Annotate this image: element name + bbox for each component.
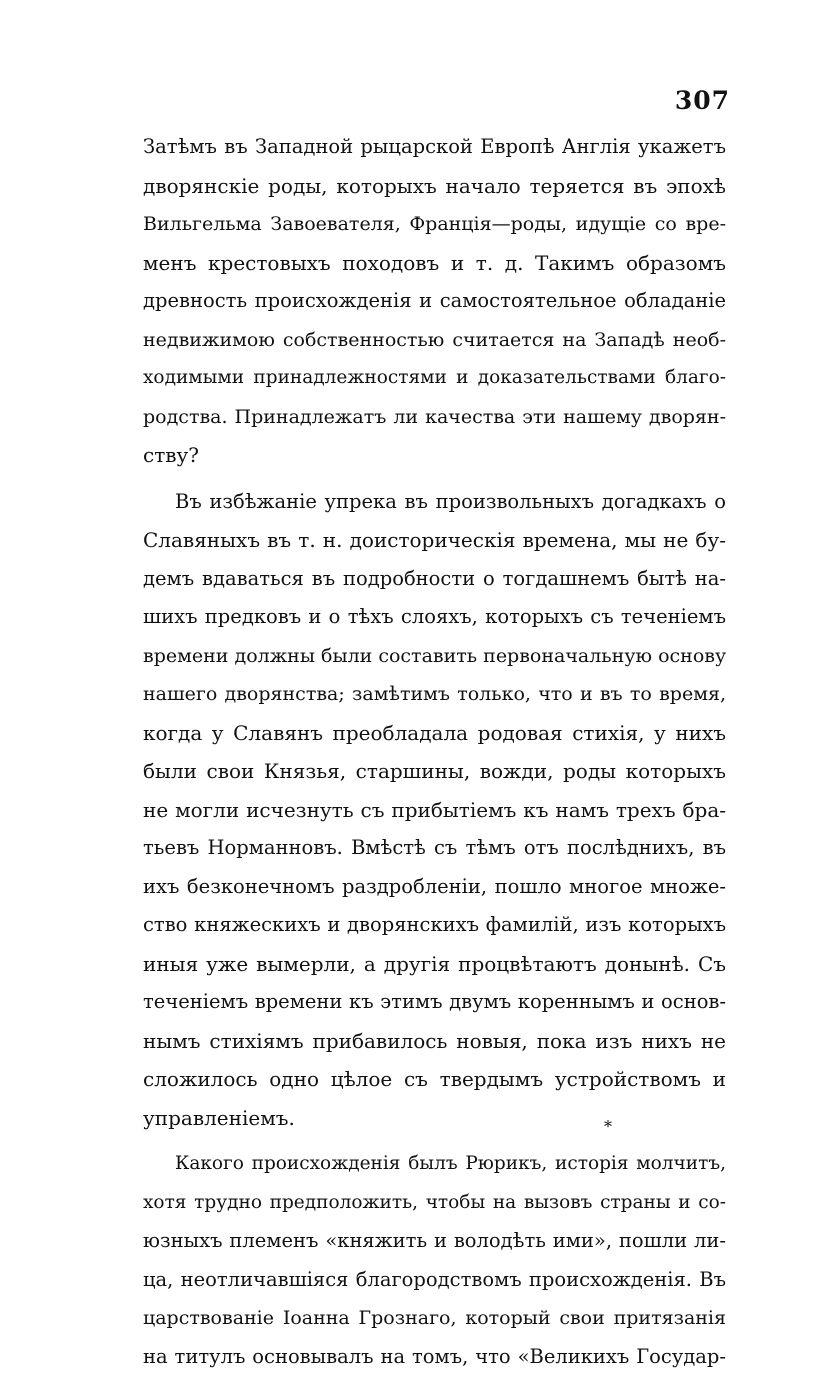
text-line: ходимыми принадлежностями и доказательствами благо- <box>143 359 726 398</box>
text-line: шихъ предковъ и о тѣхъ слояхъ, которыхъ съ теченіемъ <box>143 598 726 637</box>
paragraph-2 <box>143 483 726 1138</box>
footnote-mark: * <box>604 1117 612 1136</box>
text-line: ству? <box>143 436 726 475</box>
text-line: Въ избѣжаніе упрека въ произвольныхъ догадкахъ о <box>143 483 726 522</box>
text-line: были свои Князья, старшины, вожди, роды которыхъ <box>143 752 726 791</box>
text-line: сложилось одно цѣлое съ твердымъ устройствомъ и <box>143 1060 726 1099</box>
text-line: древность происхожденія и самостоятельное обладаніе <box>143 282 726 321</box>
text-line: демъ вдаваться въ подробности о тогдашнемъ бытѣ на- <box>143 560 726 599</box>
paragraph-1 <box>143 128 726 475</box>
text-line: менъ крестовыхъ походовъ и т. д. Такимъ образомъ <box>143 244 726 283</box>
body-text <box>143 128 726 1376</box>
text-line: когда у Славянъ преобладала родовая стихія, у нихъ <box>143 714 726 753</box>
text-line: царствованіе Іоанна Грознаго, который свои притязанія <box>143 1299 726 1338</box>
text-line: нашего дворянства; замѣтимъ только, что и въ то время, <box>143 675 726 714</box>
text-line: управленіемъ. <box>143 1099 726 1138</box>
text-line: времени должны были составить первоначальную основу <box>143 637 726 676</box>
text-line: ство княжескихъ и дворянскихъ фамилій, изъ которыхъ <box>143 906 726 945</box>
text-line: родства. Принадлежатъ ли качества эти нашему дворян- <box>143 398 726 437</box>
text-line: хотя трудно предположить, чтобы на вызовъ страны и со- <box>143 1184 726 1223</box>
text-line: ца, неотличавшіяся благородствомъ происхожденія. Въ <box>143 1261 726 1300</box>
text-line: Какого происхожденія былъ Рюрикъ, исторія молчитъ, <box>143 1145 726 1184</box>
text-line: теченіемъ времени къ этимъ двумъ кореннымъ и основ- <box>143 983 726 1022</box>
text-line: Вильгельма Завоевателя, Франція—роды, идущіе со вре- <box>143 205 726 244</box>
text-line: на титулъ основывалъ на томъ, что «Великихъ Государ- <box>143 1338 726 1376</box>
paragraph-3 <box>143 1145 726 1376</box>
text-line: дворянскіе роды, которыхъ начало теряется въ эпохѣ <box>143 167 726 206</box>
text-line: недвижимою собственностью считается на Западѣ необ- <box>143 321 726 360</box>
text-line: Затѣмъ въ Западной рыцарской Европѣ Англія укажетъ <box>143 128 726 167</box>
text-line: тьевъ Норманновъ. Вмѣстѣ съ тѣмъ отъ послѣднихъ, въ <box>143 829 726 868</box>
text-line: Славяныхъ въ т. н. доисторическія времена, мы не бу- <box>143 521 726 560</box>
text-line: иныя уже вымерли, а другія процвѣтаютъ донынѣ. Съ <box>143 945 726 984</box>
text-line: нымъ стихіямъ прибавилось новыя, пока изъ нихъ не <box>143 1022 726 1061</box>
text-line: не могли исчезнуть съ прибытіемъ къ намъ трехъ бра- <box>143 791 726 830</box>
text-line: ихъ безконечномъ раздробленіи, пошло многое множе- <box>143 868 726 907</box>
text-line: юзныхъ племенъ «княжить и володѣть ими», пошли ли- <box>143 1222 726 1261</box>
page-number: 307 <box>675 86 730 115</box>
